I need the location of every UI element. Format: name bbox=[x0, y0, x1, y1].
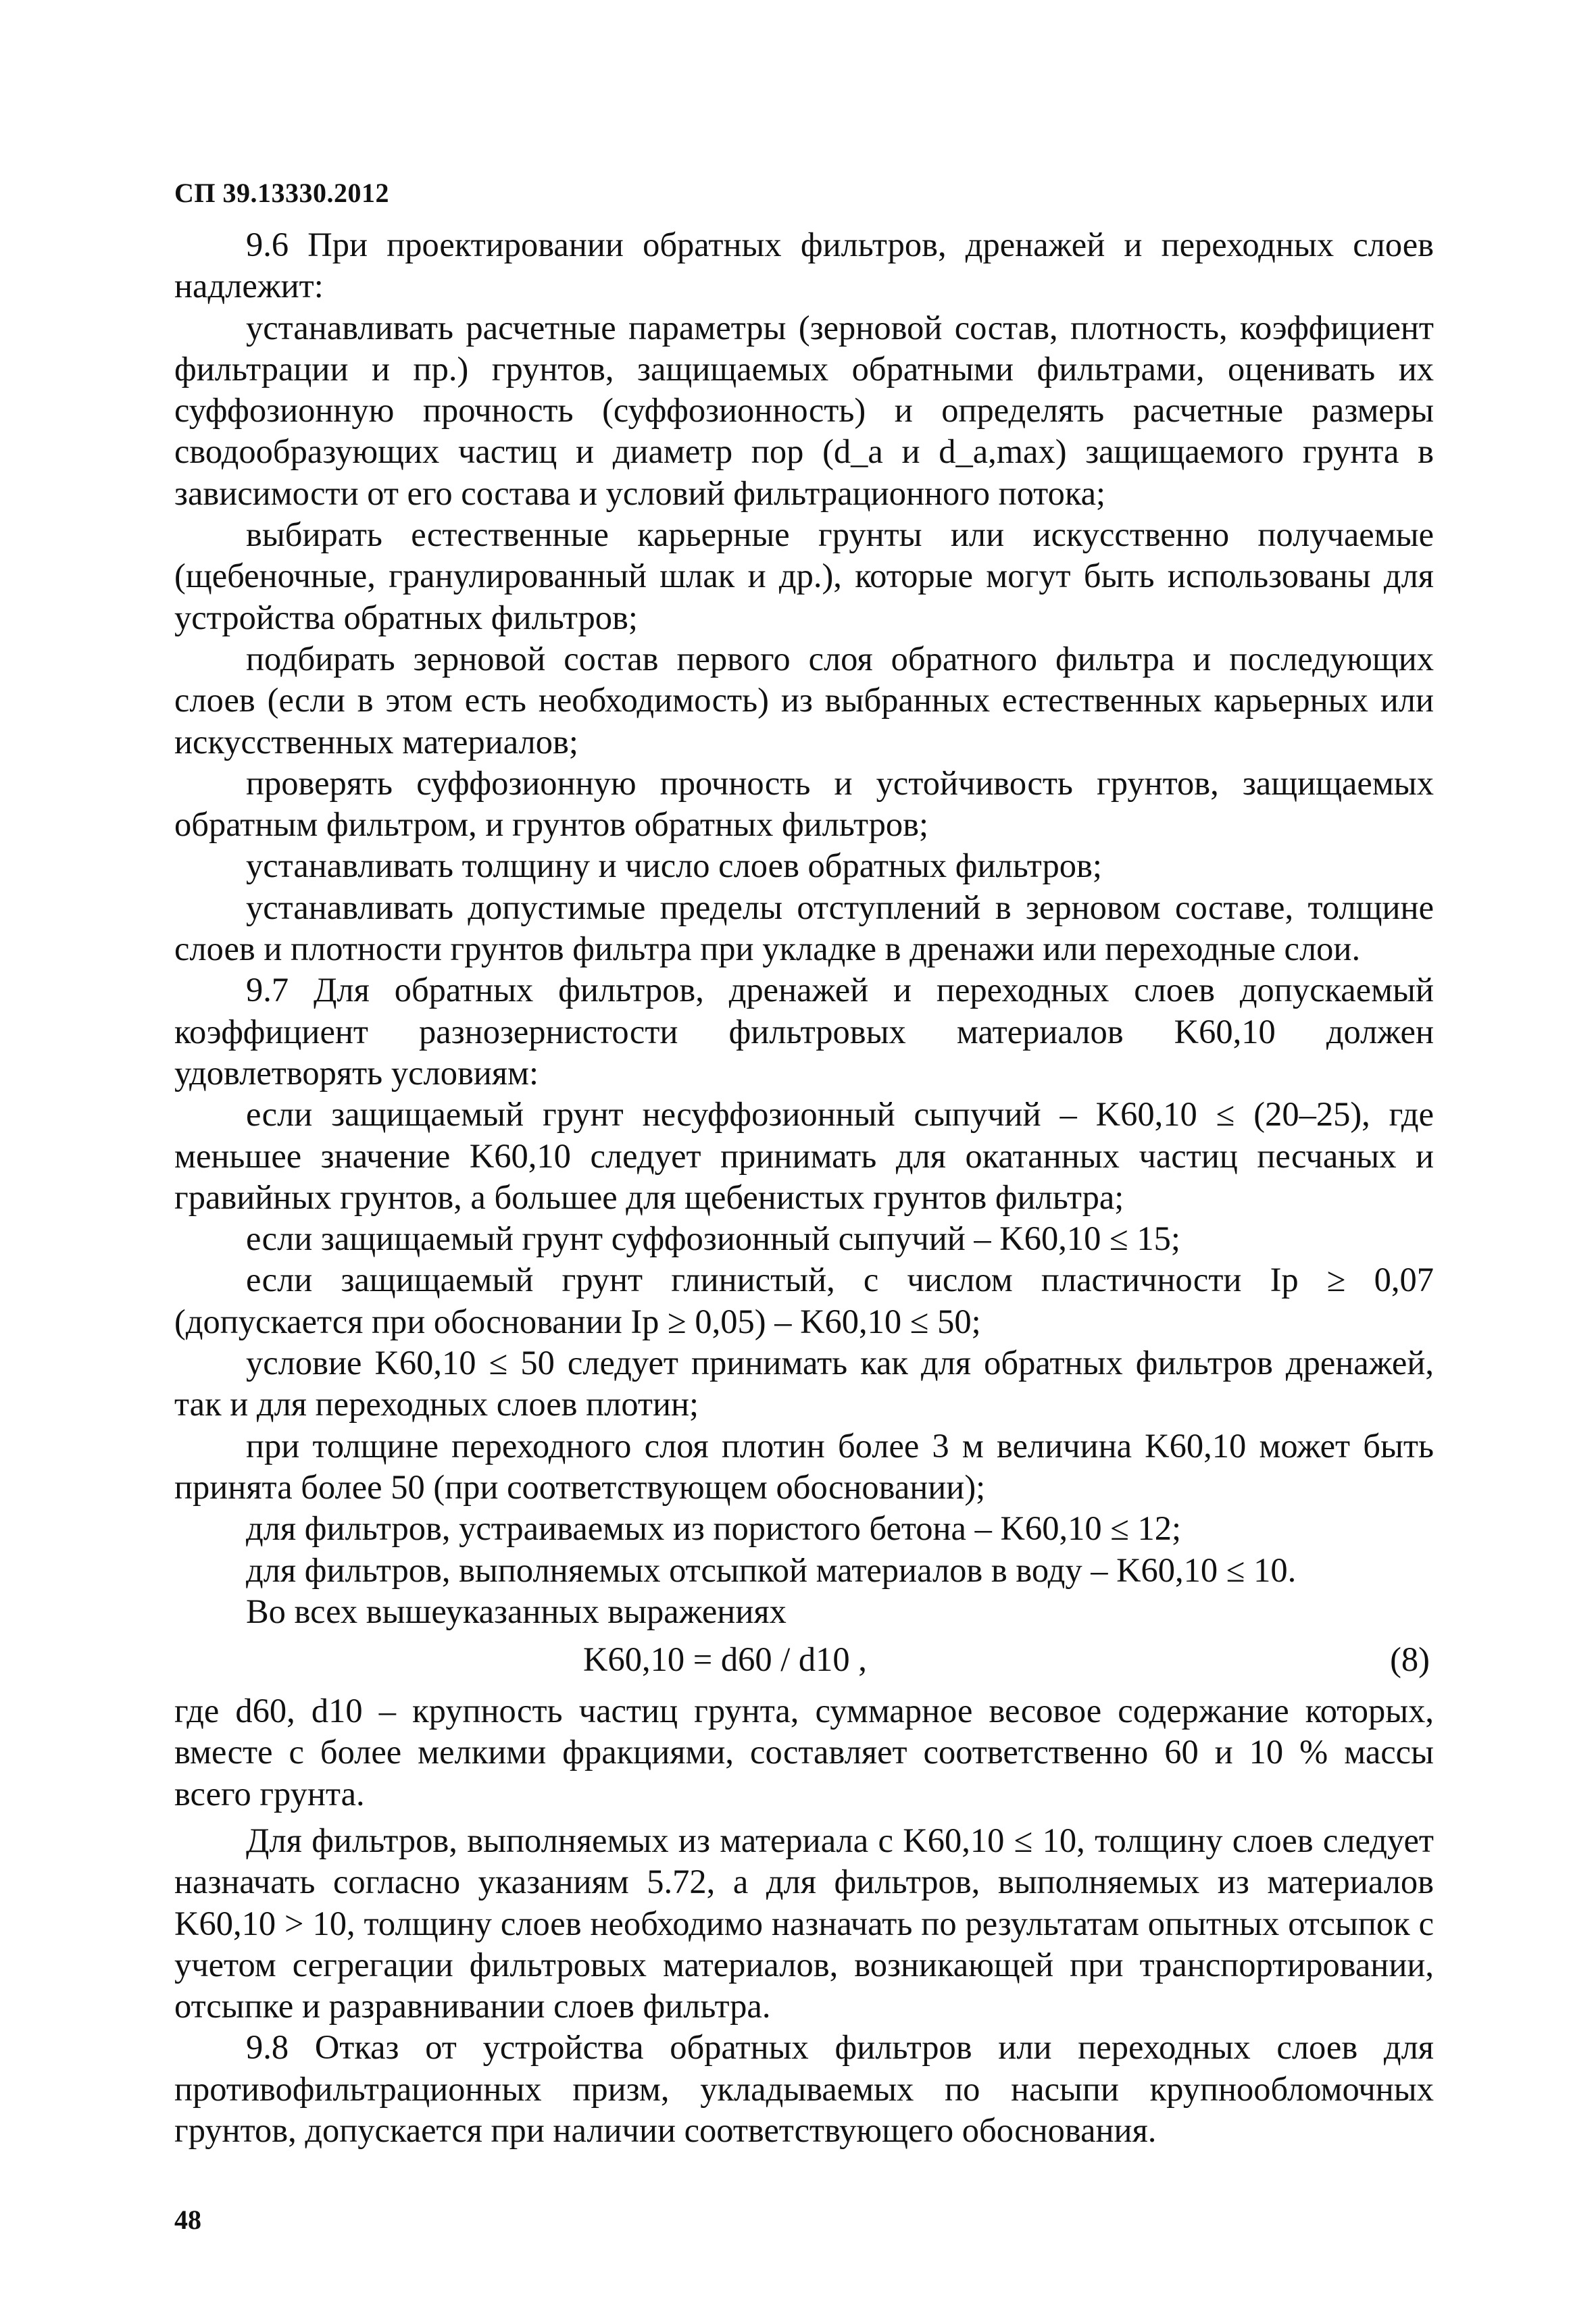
main-text bbox=[174, 224, 1434, 2151]
paragraph: если защищаемый грунт глинистый, с числом пластичности Ip ≥ 0,07 (допускается при обосновании Ip ≥ 0,05) – K60,10 ≤ 50; bbox=[174, 1261, 1434, 1340]
formula-expression: K60,10 = d60 / d10 , bbox=[583, 1640, 867, 1679]
explanation-text: крупность частиц грунта, суммарное весовое содержание которых, вместе с более мелкими фракциями, составляет соответственно 60 и 10 % массы всего грунта. bbox=[174, 1692, 1434, 1813]
paragraph: для фильтров, выполняемых отсыпкой материалов в воду – K60,10 ≤ 10. bbox=[246, 1551, 1297, 1589]
paragraph: для фильтров, устраиваемых из пористого бетона – K60,10 ≤ 12; bbox=[246, 1509, 1182, 1548]
paragraph: если защищаемый грунт несуффозионный сыпучий – K60,10 ≤ (20–25), где меньшее значение K60,10 следует принимать для окатанных частиц песчаных и гравийных грунтов, а большее для щебенистых грунтов фильтра; bbox=[174, 1095, 1434, 1216]
paragraph: проверять суффозионную прочность и устойчивость грунтов, защищаемых обратным фильтром, и грунтов обратных фильтров; bbox=[174, 763, 1434, 844]
paragraph: при толщине переходного слоя плотин более 3 м величина K60,10 может быть принята более 50 (при соответствующем обосновании); bbox=[174, 1426, 1434, 1506]
page-number: 48 bbox=[174, 2205, 201, 2235]
paragraph: условие K60,10 ≤ 50 следует принимать как для обратных фильтров дренажей, так и для переходных слоев плотин; bbox=[174, 1344, 1434, 1424]
paragraph: если защищаемый грунт суффозионный сыпучий – K60,10 ≤ 15; bbox=[246, 1219, 1180, 1258]
paragraph: подбирать зерновой состав первого слоя обратного фильтра и последующих слоев (если в этом есть необходимость) из выбранных естественных карьерных или искусственных материалов; bbox=[174, 639, 1434, 761]
explanation-label: где d60, d10 – bbox=[174, 1692, 397, 1730]
paragraph: устанавливать толщину и число слоев обратных фильтров; bbox=[246, 847, 1102, 885]
paragraph: выбирать естественные карьерные грунты или искусственно получаемые (щебеночные, гранулированный шлак и др.), которые могут быть использованы для устройства обратных фильтров; bbox=[174, 515, 1434, 636]
document-code: СП 39.13330.2012 bbox=[174, 178, 389, 208]
paragraph-9-7: 9.7 Для обратных фильтров, дренажей и переходных слоев допускаемый коэффициент разнозернистости фильтровых материалов K60,10 должен удовлетворять условиям: bbox=[174, 971, 1434, 1092]
paragraph: Во всех вышеуказанных выражениях bbox=[246, 1592, 787, 1630]
paragraph-9-8: 9.8 Отказ от устройства обратных фильтров или переходных слоев для противофильтрационных призм, укладываемых по насыпи крупнообломочных грунтов, допускается при наличии соответствующего обоснования. bbox=[174, 2028, 1434, 2150]
paragraph-9-6: 9.6 При проектировании обратных фильтров, дренажей и переходных слоев надлежит: bbox=[174, 226, 1434, 305]
formula-number: (8) bbox=[1390, 1640, 1430, 1679]
paragraph: Для фильтров, выполняемых из материала с K60,10 ≤ 10, толщину слоев следует назначать согласно указаниям 5.72, а для фильтров, выполняемых из материалов K60,10 > 10, толщину слоев необходимо назначать по результатам опытных отсыпок с учетом сегрегации фильтровых материалов, возникающей при транспортировании, отсыпке и разравнивании слоев фильтра. bbox=[174, 1821, 1434, 2026]
paragraph: устанавливать расчетные параметры (зерновой состав, плотность, коэффициент фильтрации и пр.) грунтов, защищаемых обратными фильтрами, оценивать их суффозионную прочность (суффозионность) и определять расчетные размеры сводообразующих частиц и диаметр пор (d_a и d_a,max) защищаемого грунта в зависимости от его состава и условий фильтрационного потока; bbox=[174, 308, 1434, 512]
formula-explanation bbox=[174, 1690, 1434, 1815]
paragraph: устанавливать допустимые пределы отступлений в зерновом составе, толщине слоев и плотности грунтов фильтра при укладке в дренажи или переходные слои. bbox=[174, 888, 1434, 968]
formula-8 bbox=[174, 1636, 1434, 1684]
